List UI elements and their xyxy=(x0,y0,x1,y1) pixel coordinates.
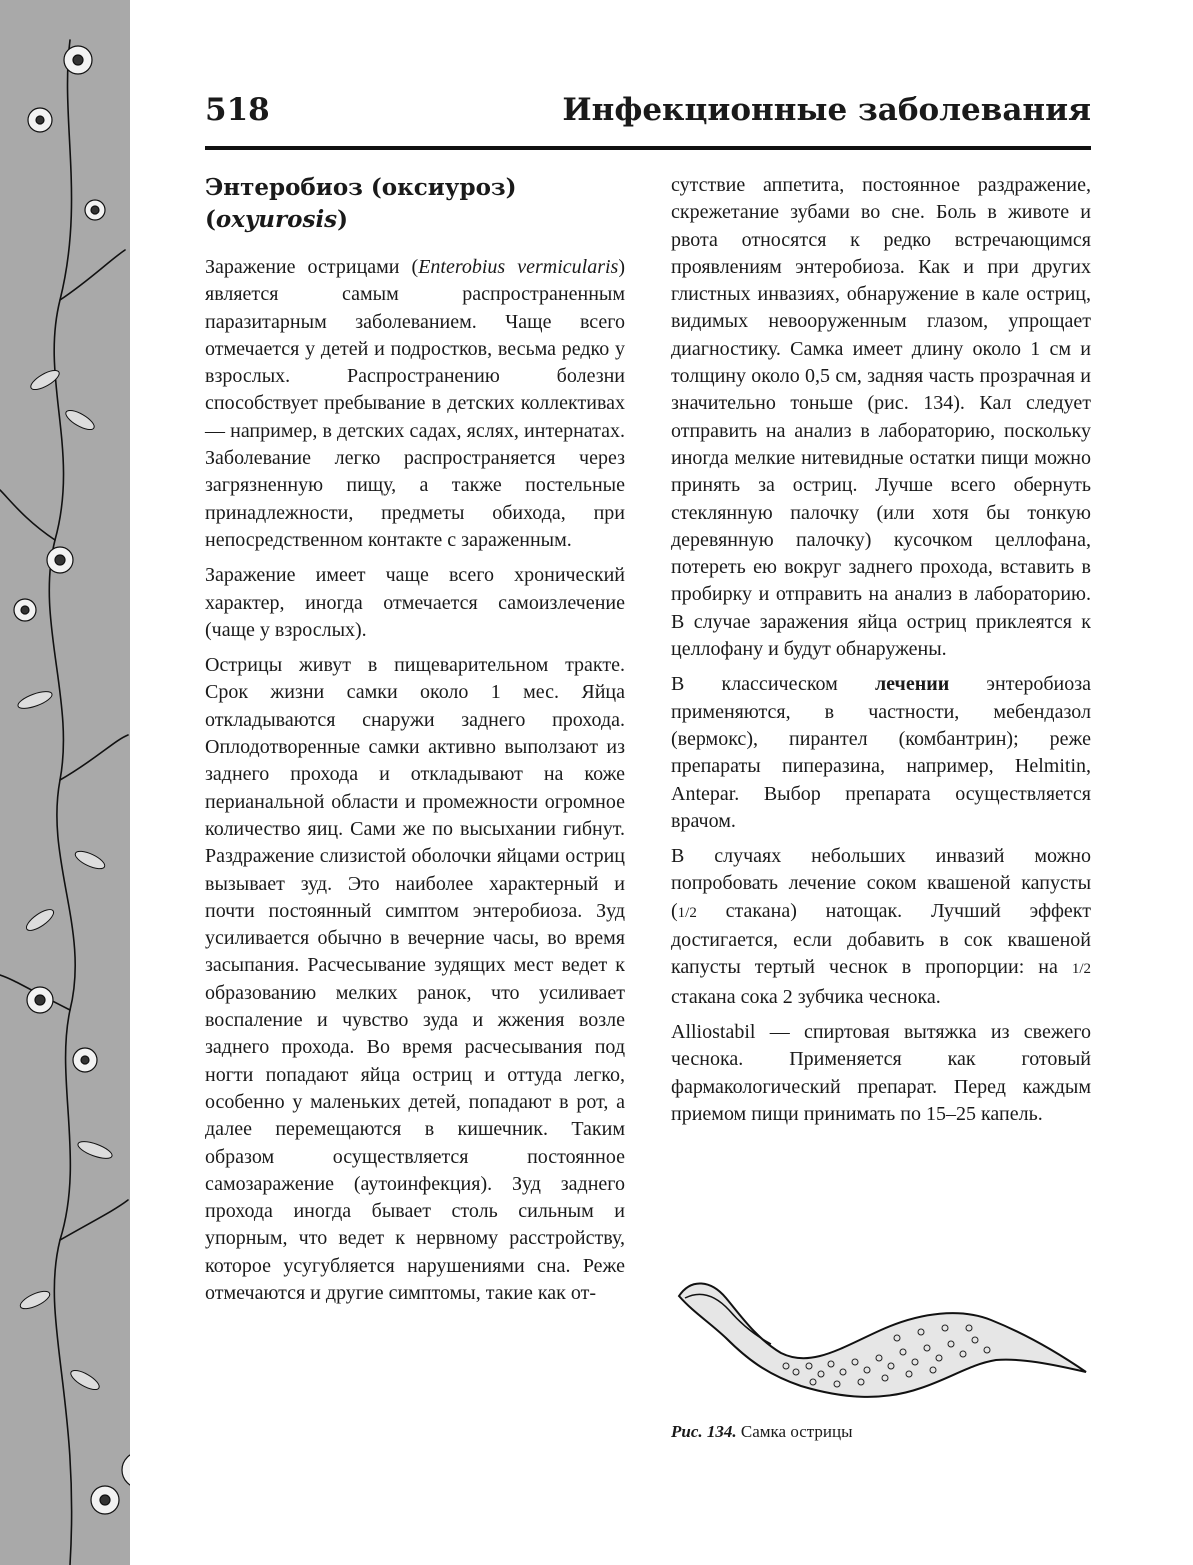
botanical-illustration xyxy=(0,0,130,1565)
section-title xyxy=(205,172,625,236)
paragraph xyxy=(671,843,1091,1011)
text-run: энтеробиоза применяются, в частности, мебендазол (вермокс), пирантел (комбантрин); реже препараты пиперазина, например, Helmitin, Antepar. Выбор препарата осуществляется врачом. xyxy=(671,673,1091,832)
paragraph: Alliostabil — спиртовая вытяжка из свежего чеснока. Применяется как готовый фармакологический препарат. Перед каждым приемом пищи принимать по 15–25 капель. xyxy=(671,1020,1091,1125)
page-header xyxy=(205,92,1091,138)
text-run: ) является самым распространенным паразитарным заболеванием. Чаще всего отмечается у детей и подростков, весьма редко у взрослых. Распространению болезни способствует пребывание в детских коллективах — например, в детских садах, яслях, интернатах. Заболевание легко распространяется через загрязненную пищу, а также постельные принадлежности, предметы обихода, при непосредственном контакте с зараженным. xyxy=(205,256,625,551)
section-title-ru: Энтеробиоз (оксиуроз) xyxy=(205,174,517,201)
text-run: В случаях небольших инвазий можно попробовать лечение соком квашеной капусты ( xyxy=(671,845,1091,922)
latin-term: Enterobius vermicularis xyxy=(418,256,619,278)
text-run: стакана сока 2 зубчика чеснока. xyxy=(671,985,941,1008)
text-run: Заражение острицами ( xyxy=(205,256,419,278)
text-run: В классическом xyxy=(671,673,875,696)
paragraph xyxy=(671,671,1091,835)
paragraph: Заражение имеет чаще всего хронический характер, иногда отмечается самоизлечение (чаще у взрослых). xyxy=(205,564,625,641)
text-run: стакана) натощак. Лучший эффект достигается, если добавить в сок квашеной капусты тертый чеснок в пропорции: на xyxy=(671,899,1091,979)
section-title-latin: oxyurosis xyxy=(215,206,338,233)
left-column xyxy=(205,168,625,1315)
decorative-sidebar xyxy=(0,0,130,1565)
fraction: 1/2 xyxy=(1071,961,1091,978)
figure-label: Рис. 134. xyxy=(671,1422,737,1441)
pinworm-illustration xyxy=(671,1268,1091,1418)
running-head: Инфекционные заболевания xyxy=(562,92,1091,128)
pinworm-figure xyxy=(671,1268,1091,1443)
bold-term: лечении xyxy=(874,673,950,696)
header-rule xyxy=(205,146,1091,150)
page-number: 518 xyxy=(205,92,270,128)
section-title-open: ( xyxy=(205,206,216,233)
paragraph xyxy=(205,254,625,554)
fraction: 1/2 xyxy=(677,904,697,921)
paragraph: Острицы живут в пищеварительном тракте. Срок жизни самки около 1 мес. Яйца откладываются снаружи заднего прохода. Оплодотворенные самки активно выползают из заднего прохода и откладывают на коже перианальной области и промежности огромное количество яиц. Сами же по высыхании гибнут. Раздражение слизистой оболочки яйцами остриц вызывает зуд. Это наиболее характерный и почти постоянный симптом энтеробиоза. Зуд усиливается обычно в вечерние часы, во время засыпания. Расчесывание зудящих мест ведет к образованию мелких ранок, что усиливает воспаление и чувство зуда и жжения возле заднего прохода. Во время расчесывания под ногти попадают яйца остриц и оттуда легко, особенно у маленьких детей, попадают в рот, а далее перемещаются в кишечник. Таким образом осуществляется постоянное самозаражение (аутоинфекция). Зуд заднего прохода иногда бывает столь сильным и упорным, что ведет к нервному расстройству, которое усугубляется нарушениями сна. Реже отмечаются и другие симптомы, такие как от- xyxy=(205,654,625,1304)
section-title-close: ) xyxy=(337,206,349,233)
right-column xyxy=(671,172,1091,1136)
paragraph: сутствие аппетита, постоянное раздражение, скрежетание зубами во сне. Боль в животе и рвота относятся к редко встречающимся проявлениям энтеробиоза. Как и при других глистных инвазиях, обнаружение в кале остриц, видимых невооруженным глазом, упрощает диагностику. Самка имеет длину около 1 см и толщину около 0,5 см, задняя часть прозрачная и значительно тоньше (рис. 134). Кал следует отправить на анализ в лабораторию, поскольку иногда мелкие нитевидные остатки пищи можно принять за остриц. Лучше всего обернуть стеклянную палочку (или хотя бы тонкую деревянную палочку) кусочком целлофана, потереть ею вокруг заднего прохода, вставить в пробирку и отправить на анализ в лабораторию. В случае заражения яйца остриц приклеятся к целлофану и будут обнаружены. xyxy=(671,174,1091,661)
figure-caption xyxy=(671,1421,1091,1443)
figure-caption-text: Самка острицы xyxy=(736,1422,853,1441)
